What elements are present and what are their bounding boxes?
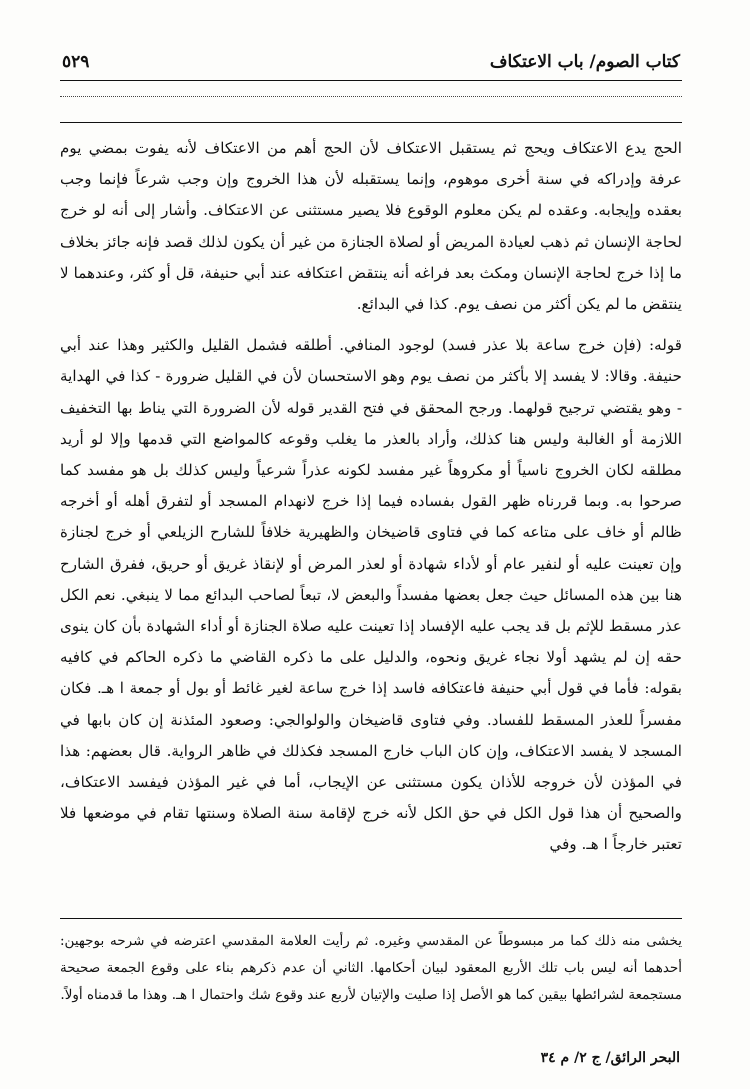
footnote-text (60, 928, 682, 1009)
footnote-rule (60, 918, 682, 919)
dotted-separator (60, 86, 682, 97)
main-text (60, 133, 682, 861)
page-footer: البحر الرائق/ ج ٢/ م ٣٤ (540, 1050, 680, 1066)
chapter-title: كتاب الصوم/ باب الاعتكاف (489, 52, 680, 72)
paragraph-2: قوله: (فإن خرج ساعة بلا عذر فسد) لوجود المنافي. أطلقه فشمل القليل والكثير وهذا عند أبي حنيفة. وقالا: لا يفسد إلا بأكثر من نصف يوم وهو الاستحسان لأن في القليل ضرورة - كذا في الهداية - وهو يقتضي ترجيح قولهما. ورجح المحقق في فتح القدير قوله لأن الضرورة التي يناط بها التخفيف اللازمة أو الغالبة وليس هنا كذلك، وأراد بالعذر ما يغلب وقوعه كالمواضع التي قدمها وإلا لو أريد مطلقه لكان الخروج ناسياً أو مكروهاً غير مفسد لكونه عذراً شرعياً وليس كذلك بل هو مفسد كما صرحوا به. وبما قررناه ظهر القول بفساده فيما إذا خرج لانهدام المسجد أو لتفرق أهله أو أخرجه ظالم أو خاف على متاعه كما في فتاوى قاضيخان والظهيرية خلافاً للشارح الزيلعي أو خرج لجنازة وإن تعينت عليه أو لنفير عام أو لأداء شهادة أو لعذر المرض أو لإنقاذ غريق أو حريق، ففرق الشارح هنا بين هذه المسائل حيث جعل بعضها مفسداً والبعض لا، تبعاً لصاحب البدائع مما لا ينبغي. نعم الكل عذر مسقط للإثم بل قد يجب عليه الإفساد إذا تعينت عليه صلاة الجنازة أو أداء الشهادة بأن كان ينوى حقه إن لم يشهد أولا نجاء غريق ونحوه، والدليل على ما ذكره القاضي ما ذكره الحاكم في كافيه بقوله: فأما في قول أبي حنيفة فاعتكافه فاسد إذا خرج ساعة لغير غائط أو بول أو جمعة ا هـ. فكان مفسراً للعذر المسقط للفساد. وفي فتاوى قاضيخان والولوالجي: وصعود المئذنة إن كان بابها في المسجد لا يفسد الاعتكاف، وإن كان الباب خارج المسجد فكذلك في ظاهر الرواية. قال بعضهم: هذا في المؤذن لأن خروجه للأذان يكون مستثنى عن الإيجاب، أما في غير المؤذن فيفسد الاعتكاف، والصحيح أن هذا قول الكل في حق الكل لأنه خرج لإقامة سنة الصلاة وسنتها تقام في موضعها فلا تعتبر خارجاً ا هـ. وفي (60, 336, 682, 854)
book-page (60, 38, 682, 1078)
running-header (60, 50, 682, 81)
footnote-paragraph: يخشى منه ذلك كما مر مبسوطاً عن المقدسي وغيره. ثم رأيت العلامة المقدسي اعترضه في شرحه بوجهين: أحدهما أنه ليس باب تلك الأربع المعقود لبيان أحكامها. الثاني أن عدم ذكرهم بناء على وقوع الجمعة صحيحة مستجمعة لشرائطها بيقين كما هو الأصل إذا صليت والإتيان لأربع عند وقوع شك واحتمال ا هـ. وهذا ما قدمناه أولاً. (60, 933, 682, 1003)
page-number: ٥٢٩ (62, 52, 90, 72)
paragraph-1: الحج يدع الاعتكاف ويحج ثم يستقبل الاعتكاف لأن الحج أهم من الاعتكاف لأنه يفوت بمضي يوم عرفة وإدراكه في سنة أخرى موهوم، وإنما يستقبله لأن هذا الخروج وإن وجب شرعاً فإنما وجب بعقده وإيجابه. وعقده لم يكن معلوم الوقوع فلا يصير مستثنى عن الاعتكاف. وأشار إلى أنه لو خرج لحاجة الإنسان ثم ذهب لعيادة المريض أو لصلاة الجنازة من غير أن يكون لذلك قصد فإنه جائز بخلاف ما إذا خرج لحاجة الإنسان ومكث بعد فراغه أنه ينتقض اعتكافه عند أبي حنيفة، قل أو كثر، وعندهما لا ينتقض ما لم يكن أكثر من نصف يوم. كذا في البدائع. (60, 139, 682, 314)
main-text-rule (60, 122, 682, 123)
